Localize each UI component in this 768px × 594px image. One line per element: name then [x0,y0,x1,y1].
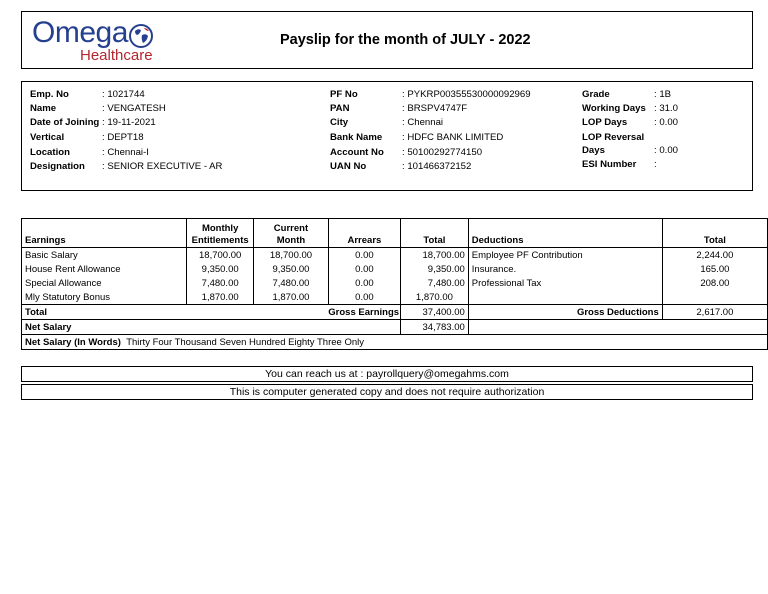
deduction-name [468,290,662,305]
arrears-value: 0.00 [328,262,400,276]
gross-deductions-value: 2,617.00 [662,305,767,320]
earning-name: Basic Salary [22,248,187,263]
bank-name-label: Bank Name [330,132,383,143]
deduction-total: 165.00 [662,262,767,276]
uan-no-value: : 101466372152 [402,161,472,172]
deduction-name: Professional Tax [468,276,662,290]
net-salary-row [22,320,768,335]
deduction-total [662,290,767,305]
monthly-value: 9,350.00 [187,262,254,276]
deduction-name: Insurance. [468,262,662,276]
earning-name: Mly Statutory Bonus [22,290,187,305]
net-salary-blank [468,320,767,335]
account-no-label: Account No [330,147,384,158]
doj-value: : 19-11-2021 [102,117,156,128]
total-label: Total [22,305,329,320]
current-month-header: Current Month [254,219,329,248]
name-label: Name [30,103,57,114]
net-salary-value: 34,783.00 [401,320,469,335]
page-title: Payslip for the month of JULY - 2022 [280,32,531,48]
esi-number-label: ESI Number [582,159,637,170]
current-value: 1,870.00 [254,290,329,305]
pan-label: PAN [330,103,350,114]
total-row [22,305,768,320]
total-header: Total [401,219,469,248]
arrears-value: 0.00 [328,290,400,305]
emp-no-label: Emp. No [30,89,69,100]
net-words-label: Net Salary (In Words) [25,336,121,348]
logo-subtitle: Healthcare [80,47,153,64]
table-row [22,290,768,305]
earning-name: Special Allowance [22,276,187,290]
globe-icon [127,22,155,50]
pf-no-value: : PYKRP00355530000092969 [402,89,531,100]
gross-earnings-label: Gross Earnings [328,306,400,318]
name-value: : VENGATESH [102,103,166,114]
company-logo [32,18,182,64]
doj-label: Date of Joining [30,117,100,128]
grade-value: : 1B [654,89,672,100]
payslip-header [21,11,753,69]
location-value: : Chennai-I [102,147,149,158]
table-row [22,248,768,263]
current-value: 18,700.00 [254,248,329,263]
vertical-value: : DEPT18 [102,132,144,143]
uan-no-label: UAN No [330,161,367,172]
working-days-label: Working Days [582,103,646,114]
net-words [22,335,768,350]
designation-value: : SENIOR EXECUTIVE - AR [102,161,223,172]
location-label: Location [30,147,70,158]
current-value: 7,480.00 [254,276,329,290]
net-words-value: Thirty Four Thousand Seven Hundred Eighty Three Only [126,336,364,348]
table-row [22,276,768,290]
arrears-value: 0.00 [328,248,400,263]
earning-total: 18,700.00 [401,248,469,263]
salary-header-row [22,219,768,248]
logo-wordmark: Omega [32,16,128,49]
lop-reversal-label: LOP Reversal [582,132,645,143]
table-row [22,262,768,276]
salary-table [21,218,768,350]
lop-reversal-days-value: : 0.00 [654,145,679,156]
deduction-total: 2,244.00 [662,248,767,263]
designation-label: Designation [30,161,85,172]
lop-reversal-days-label: Days [582,145,605,156]
gross-deductions-label: Gross Deductions [468,305,662,320]
earning-total: 9,350.00 [401,262,469,276]
arrears-value: 0.00 [328,276,400,290]
current-value: 9,350.00 [254,262,329,276]
city-label: City [330,117,349,128]
earning-total: 1,870.00 [401,290,469,305]
bank-name-value: : HDFC BANK LIMITED [402,132,504,143]
working-days-value: : 31.0 [654,103,679,114]
esi-number-value: : [654,159,657,170]
pan-value: : BRSPV4747F [402,103,468,114]
earning-total: 7,480.00 [401,276,469,290]
account-no-value: : 50100292774150 [402,147,483,158]
monthly-entitlements-header: Monthly Entitlements [187,219,254,248]
arrears-header: Arrears [328,219,400,248]
monthly-value: 1,870.00 [187,290,254,305]
monthly-value: 7,480.00 [187,276,254,290]
city-value: : Chennai [402,117,444,128]
gross-earnings-value: 37,400.00 [401,305,469,320]
earning-name: House Rent Allowance [22,262,187,276]
monthly-value: 18,700.00 [187,248,254,263]
net-words-row [22,335,768,350]
deductions-header: Deductions [468,219,662,248]
pf-no-label: PF No [330,89,358,100]
earnings-header: Earnings [22,219,187,248]
deduction-total: 208.00 [662,276,767,290]
deduction-name: Employee PF Contribution [468,248,662,263]
net-salary-label: Net Salary [22,320,401,335]
employee-info [21,81,753,191]
contact-note: You can reach us at : payrollquery@omegahms.com [21,366,753,382]
deduction-total-header: Total [662,219,767,248]
vertical-label: Vertical [30,132,65,143]
grade-label: Grade [582,89,610,100]
lop-days-label: LOP Days [582,117,628,128]
emp-no-value: : 1021744 [102,89,145,100]
disclaimer-note: This is computer generated copy and does not require authorization [21,384,753,400]
lop-days-value: : 0.00 [654,117,679,128]
